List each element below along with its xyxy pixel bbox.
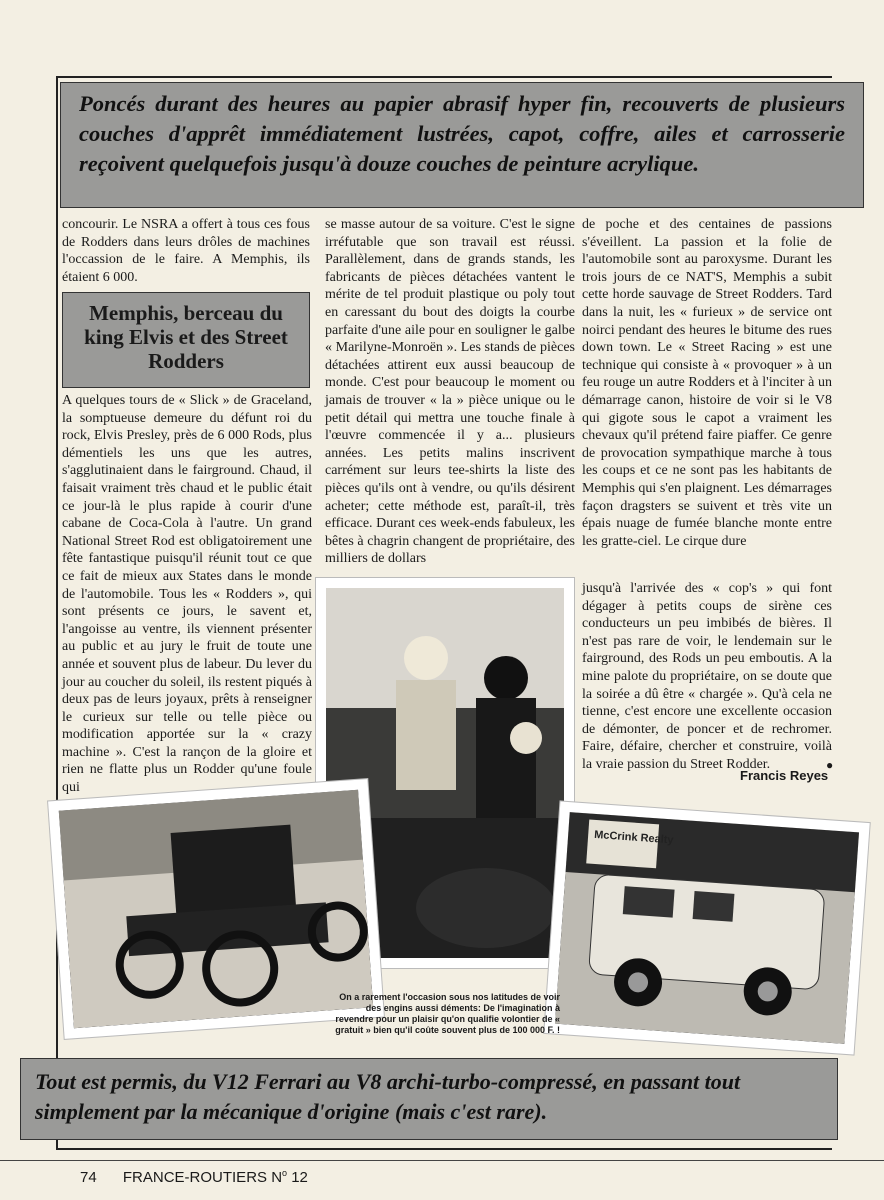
column-1-body-text: A quelques tours de « Slick » de Graceland, la somptueuse demeure du défunt roi du rock, Elvis Presley, près de 6 000 Rods, plus démentiels les uns que les autres, s'agglutinaient dans le fairground. Chaud, il faisait vraiment très chaud et le public était ce jour-là le plus rapide à courir d'une cabane de Coca-Cola à l'autre. Un grand National Street Rod est obligatoirement une fête fantastique puisqu'il réunit tout ce que ce fait de mieux aux States dans le monde de l'automobile. Tous les « Rodders », qui sont présents ce jours, le savent et, l'angoisse au ventre, ils viennent présenter au public et au jury le fruit de toute une année et souvent plus de labeur. Du lever du jour au coucher du soleil, ils restent piqués à deux pas de leurs joyaux, prêts à renseigner le curieux sur telle ou telle pièce ou modification apportée sur la « crazy machine ». C'est la rançon de la gloire et rien ne flatte plus un Rodder qu'une foule qui	[62, 393, 312, 796]
bottom-banner: Tout est permis, du V12 Ferrari au V8 archi-turbo-compressé, en passant tout simplement par la mécanique d'origine (mais c'est rare).	[20, 1058, 838, 1140]
column-3-bottom	[582, 580, 832, 774]
issue-number: 12	[291, 1169, 308, 1186]
column-2-text: se masse autour de sa voiture. C'est le signe irréfutable que son travail est réussi. Parallèlement, dans de grands stands, les fabricants de pièces détachées vantent le mérite de tel produit plastique ou poly tout en caressant du bout des doigts la courbe parfaite d'une aile pour en souligner le galbe « Marilyne-Monroën ». Les stands de pièces détachées attirent eux aussi beaucoup de monde. C'est pour beaucoup le moment ou jamais de trouver « la » pièce unique ou le petit détail qui mettra une touche finale à l'œuvre commencée il y a... plusieurs années. Les petits malins inscrivent carrément sur leurs tee-shirts la liste des pièces qu'ils ont à vendre, ou qu'ils désirent acheter; cette méthode est, paraît-il, très efficace. Durant ces week-ends fabuleux, les bêtes à chagrin changent de propriétaire, des milliers de dollars	[325, 217, 575, 567]
column-1-intro	[62, 216, 310, 286]
footer-rule	[0, 1160, 884, 1161]
photo-vw-bus-image	[555, 812, 859, 1044]
column-1-body	[62, 392, 312, 797]
page-number: 74	[80, 1169, 97, 1186]
sign-text: McCrink Realty	[593, 828, 674, 847]
page-footer	[80, 1168, 308, 1186]
photo-model-t-drawing	[59, 790, 373, 1028]
photo-vw-bus-drawing	[555, 812, 859, 1044]
photo-vw-bus	[544, 801, 869, 1054]
photo-caption: On a rarement l'occasion sous nos latitudes de voir des engins aussi déments: De l'imagination à revendre pour un plaisir qu'on qualifie volontier de « gratuit » bien qu'il coûte souvent plus de 100 000 F. !	[335, 992, 560, 1035]
top-banner: Poncés durant des heures au papier abrasif hyper fin, recouverts de plusieurs couches d'apprêt immédiatement lustrées, capot, coffre, ailes et carrosserie reçoivent quelquefois jusqu'à douze couches de peinture acrylique.	[60, 82, 864, 208]
column-2	[325, 216, 575, 568]
column-3-top	[582, 216, 832, 550]
author-signature: Francis Reyes	[740, 768, 829, 783]
column-1-intro-text: concourir. Le NSRA a offert à tous ces fous de Rodders dans leurs drôles de machines l'occassion de le faire. A Memphis, ils étaient 6 000.	[62, 217, 310, 285]
photo-model-t-image	[59, 790, 373, 1028]
magazine-name: FRANCE-ROUTIERS N	[122, 1169, 283, 1186]
issue-superscript: o	[282, 1168, 288, 1178]
subheading: Memphis, berceau du king Elvis et des Street Rodders	[62, 292, 310, 388]
column-3-top-text: de poche et des centaines de passions s'éveillent. La passion et la folie de l'automobile sont au paroxysme. Durant les trois jours de ce NAT'S, Memphis a subit cette horde sauvage de Street Rodders. Tard dans la nuit, les « furieux » de service ont noirci pendant des heures le bitume des rues down town. Le « Street Racing » est une technique qui consiste à « provoquer » à un feu rouge un autre Rodders et à l'inciter à un démarrage canon, histoire de voir si le V8 qui gigote sous le capot a vraiment les chevaux qu'il prétend faire piaffer. Ce genre de provocation sympathique marche à tous les coups et ce ne sont pas les habitants de Memphis qui s'en plaignent. Les démarrages façon dragsters se suivent et très vite un épais nuage de fumée blanche monte entre les gratte-ciel. Le cirque dure	[582, 217, 832, 549]
end-mark: ●	[826, 758, 834, 772]
column-3-bottom-text: jusqu'à l'arrivée des « cop's » qui font dégager à petits coups de sirène ces conducteurs un peu imbibés de bières. Il n'est pas rare de voir, le lendemain sur le fairground, des Rods un peu emboutis. A la mine palote du propriétaire, on se doute que la soirée a dû être « chargée ». Qu'à cela ne tienne, c'est encore une excellente occasion de démonter, de poncer et de rechromer. Faire, défaire, chercher et construire, voilà la vraie passion du Street Rodder.	[582, 581, 832, 772]
